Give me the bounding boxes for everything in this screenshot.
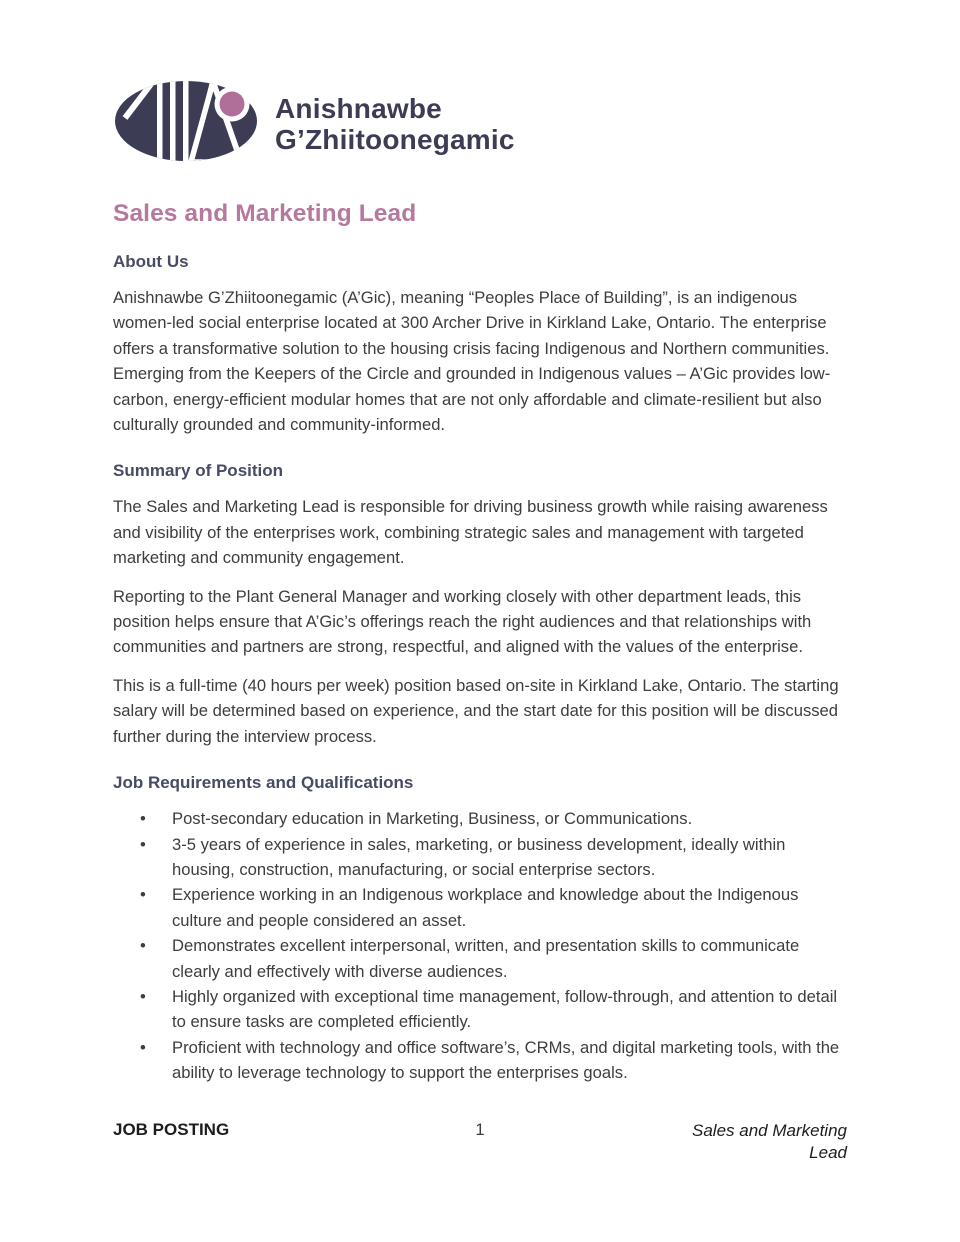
org-logo-icon [113,80,263,167]
summary-paragraph-1: The Sales and Marketing Lead is responsible for driving business growth while raising awareness and visibility of the enterprises work, combining strategic sales and management with targeted marketing and community engagement. [113,497,828,568]
heading-summary-of-position: Summary of Position [113,461,284,481]
list-item [113,832,847,883]
page-title: Sales and Marketing Lead [113,200,417,227]
page-footer [113,1120,847,1164]
requirement-text: Proficient with technology and office software’s, CRMs, and digital marketing tools, with the ability to leverage technology to support the enterprises goals. [172,1037,840,1083]
footer-page-number: 1 [475,1120,485,1139]
heading-about-us: About Us [113,252,189,271]
summary-paragraph-3: This is a full-time (40 hours per week) position based on-site in Kirkland Lake, Ontario. The starting salary will be determined based on experience, and the start date for this position will be discussed further during the interview process. [113,675,839,746]
bullet-icon: • [140,936,146,956]
requirement-text: Highly organized with exceptional time management, follow-through, and attention to detail to ensure tasks are completed efficiently. [172,986,838,1032]
footer-document-title: Sales and Marketing Lead [692,1121,847,1162]
heading-job-requirements: Job Requirements and Qualifications [113,773,414,793]
org-name-line2: G’Zhiitoonegamic [275,123,515,155]
footer-document-type: JOB POSTING [113,1120,230,1139]
list-item [113,1035,847,1086]
bullet-icon: • [140,885,146,905]
org-logo [113,80,847,167]
org-name-line1: Anishnawbe [275,92,442,124]
bullet-icon: • [140,834,146,854]
bullet-icon: • [140,1037,146,1057]
requirement-text: 3-5 years of experience in sales, marketing, or business development, ideally within housing, construction, manufacturing, or social enterprise sectors. [172,834,786,879]
requirements-list [113,806,847,1085]
bullet-icon: • [140,809,146,829]
list-item [113,882,847,933]
list-item [113,984,847,1035]
requirement-text: Demonstrates excellent interpersonal, written, and presentation skills to communicate clearly and effectively with diverse audiences. [172,936,800,981]
requirement-text: Experience working in an Indigenous workplace and knowledge about the Indigenous culture and people considered an asset. [172,885,799,930]
bullet-icon: • [140,986,146,1006]
org-name [275,93,515,155]
list-item [113,933,847,984]
summary-paragraph-2: Reporting to the Plant General Manager and working closely with other department leads, this position helps ensure that A’Gic’s offerings reach the right audiences and that relationships with communities and partners are strong, respectful, and aligned with the values of the enterprise. [113,586,812,657]
list-item [113,806,847,831]
about-us-paragraph: Anishnawbe G’Zhiitoonegamic (A’Gic), meaning “Peoples Place of Building”, is an indigenous women-led social enterprise located at 300 Archer Drive in Kirkland Lake, Ontario. The enterprise offers a transformative solution to the housing crisis facing Indigenous and Northern communities. Emerging from the Keepers of the Circle and grounded in Indigenous values – A’Gic provides low-carbon, energy-efficient modular homes that are not only affordable and climate-resilient but also culturally grounded and community-informed. [113,288,831,435]
requirement-text: Post-secondary education in Marketing, Business, or Communications. [172,809,693,829]
